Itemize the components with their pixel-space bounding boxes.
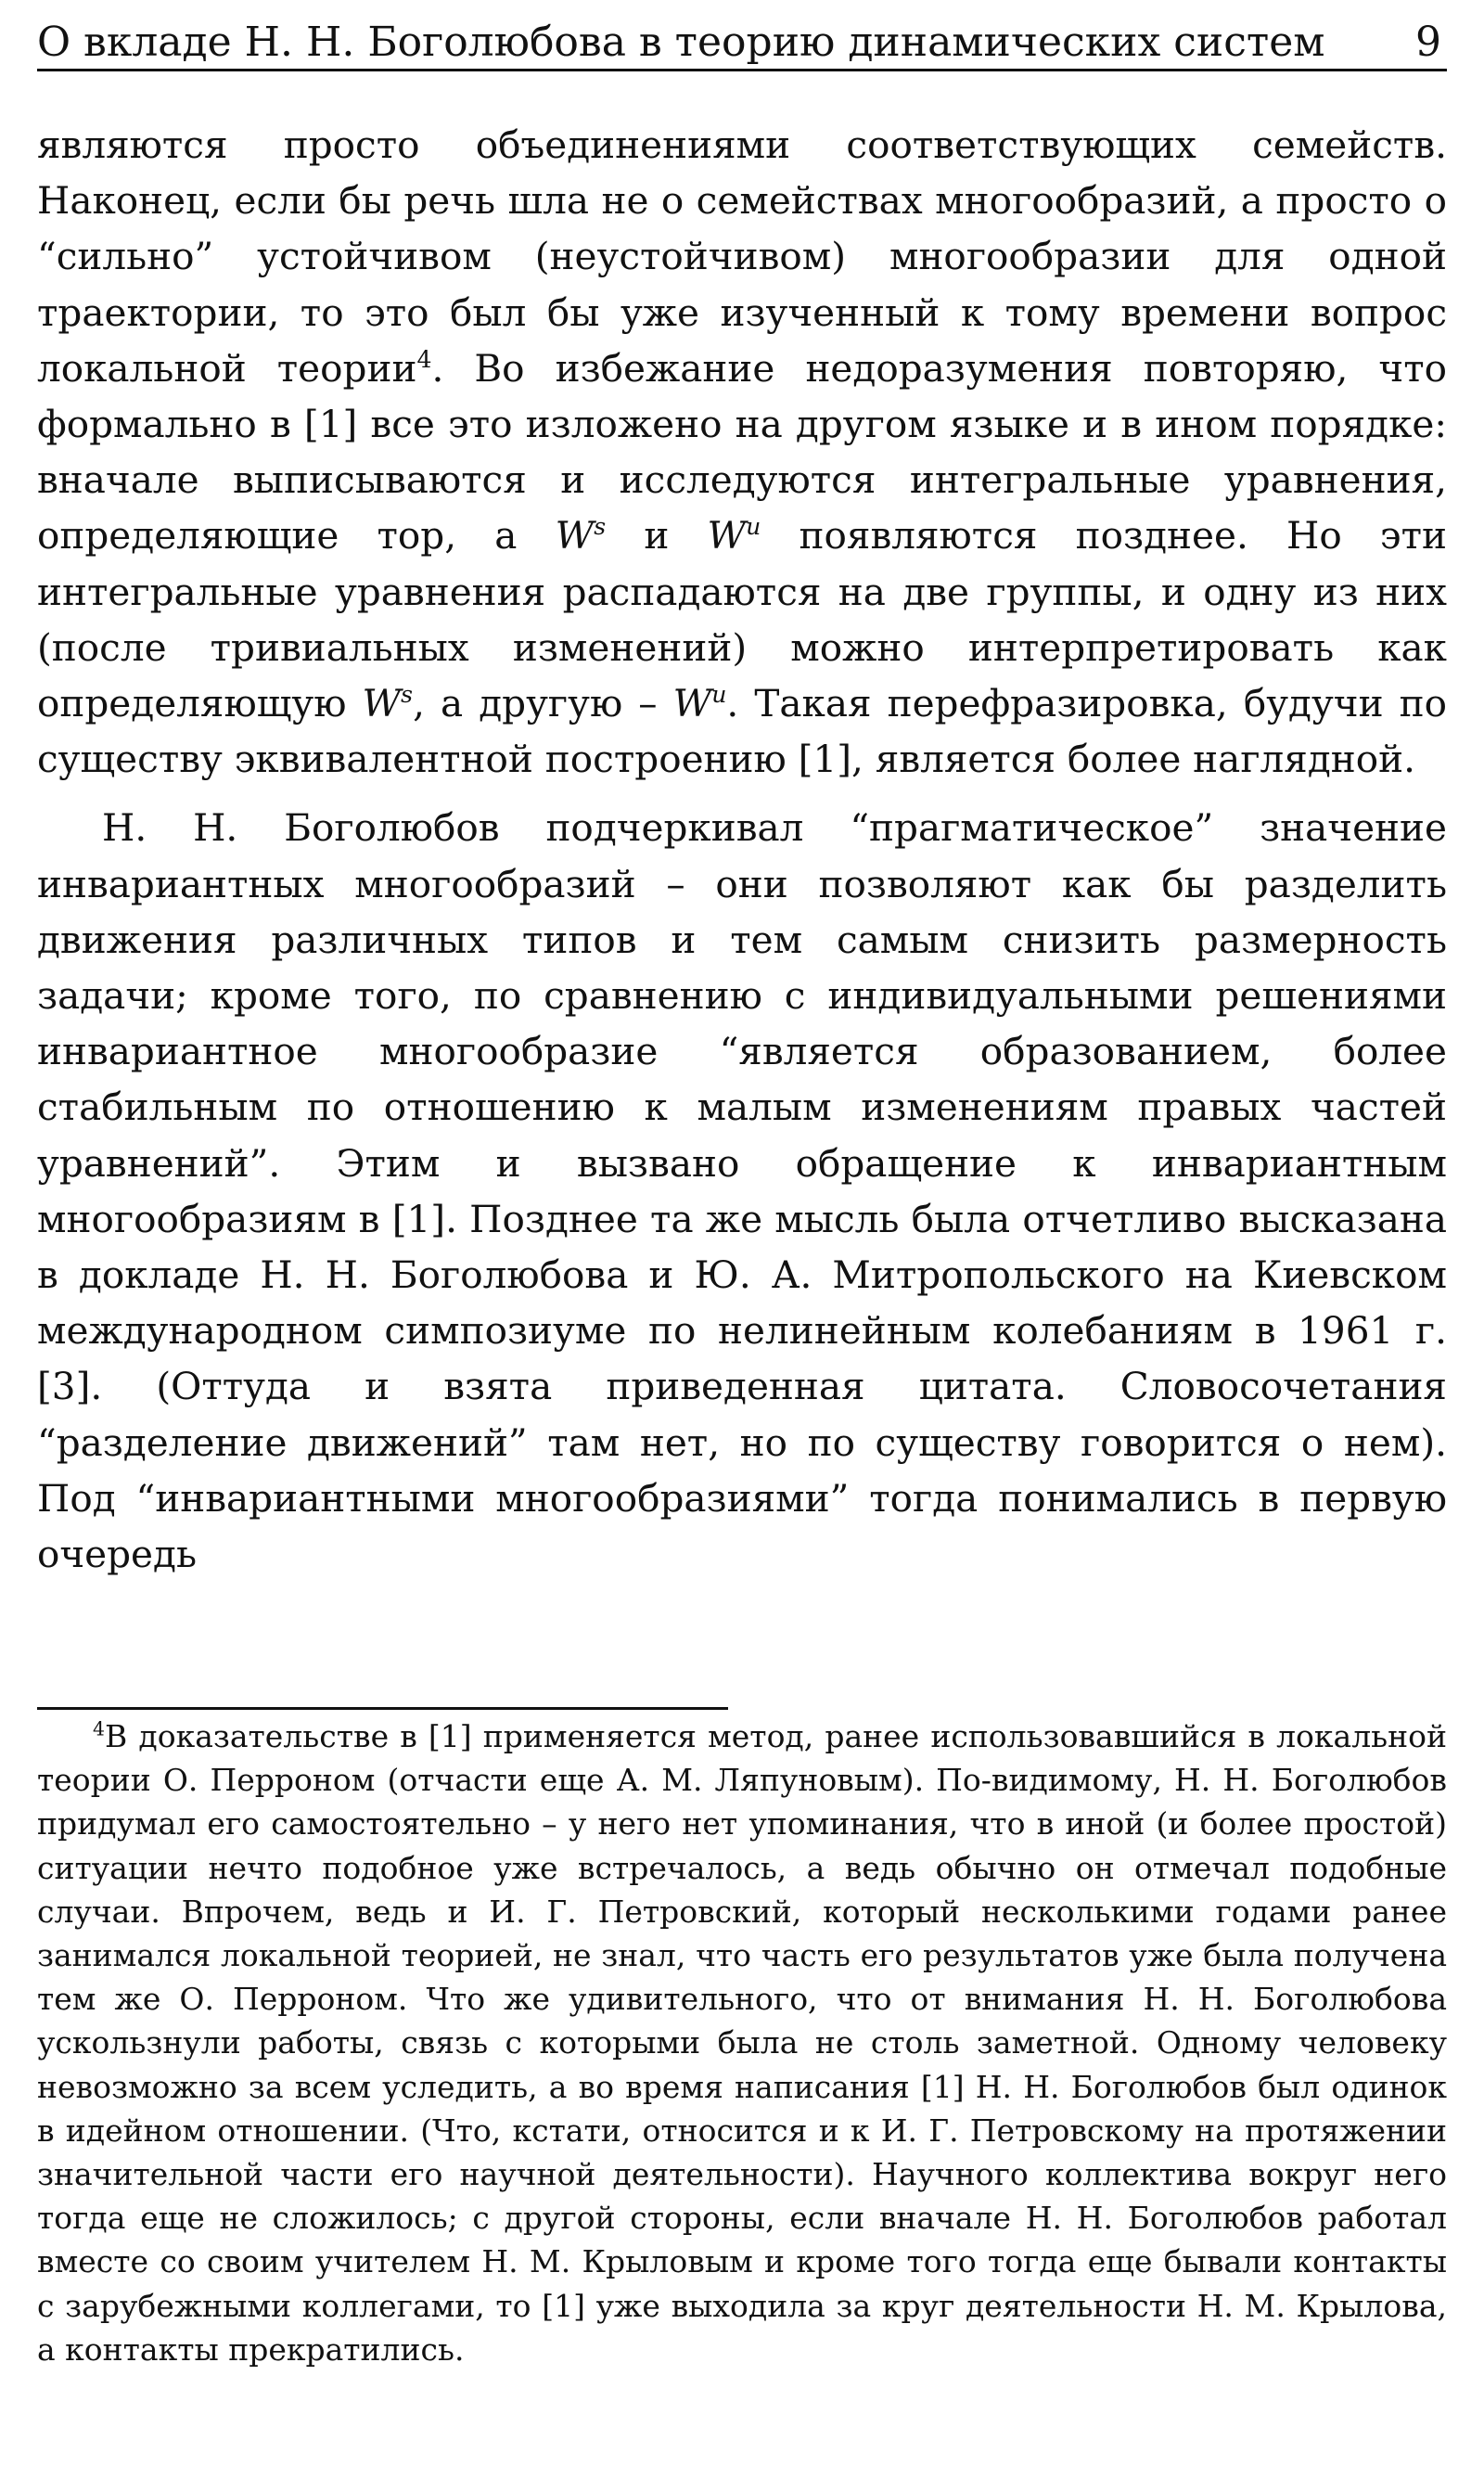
superscript-u: u [711, 680, 727, 708]
book-page [37, 0, 1447, 2478]
footnote-mark: 4 [93, 1717, 106, 1740]
main-text [37, 117, 1447, 1582]
unstable-manifold-symbol [708, 513, 761, 558]
running-title: О вкладе Н. Н. Боголюбова в теорию динамических систем [37, 19, 1325, 66]
footnote-text: В доказательстве в [1] применяется метод, ранее использовавшийся в локальной теории О. Перроном (отчасти еще А. М. Ляпуновым). По-видимому, Н. Н. Боголюбов придумал его самостоятельно – у него нет упоминания, что в иной (и более простой) ситуации нечто подобное уже встречалось, а ведь обычно он отмечал подобные случаи. Впрочем, ведь и И. Г. Петровский, который несколькими годами ранее занимался локальной теорией, не знал, что часть его результатов уже была получена тем же О. Перроном. Что же удивительного, что от внимания Н. Н. Боголюбова ускользнули работы, связь с которыми была не столь заметной. Одному человеку невозможно за всем уследить, а во время написания [1] Н. Н. Боголюбов был одинок в идейном отношении. (Что, кстати, относится и к И. Г. Петровскому на протяжении значительной части его научной деятельности). Научного коллектива вокруг него тогда еще не сложилось; с другой стороны, если вначале Н. Н. Боголюбов работал вместе со своим учителем Н. М. Крыловым и кроме того тогда еще бывали контакты с зарубежными коллегами, то [1] уже выходила за круг деятельности Н. М. Крылова, а контакты прекратились. [37, 1718, 1447, 2368]
superscript-s: s [594, 513, 607, 541]
footnote-separator [37, 1707, 728, 1710]
paragraph-1-part-1: являются просто объединениями соответствующих семейств. Наконец, если бы речь шла не о семействах многообразий, а просто о “сильно” устойчивом (неустойчивом) многообразии для одной траектории, то это был бы уже изученный к тому времени вопрос локальной теории [37, 122, 1447, 391]
paragraph-1-part-6: . Такая перефразировка, будучи по существу эквивалентной построению [1], является более наглядной. [37, 681, 1448, 782]
paragraph-1-part-4: появляются позднее. Но эти интегральные уравнения распадаются на две группы, и одну из них (после тривиальных изменений) можно интерпретировать как определяющую [37, 513, 1447, 726]
stable-manifold-symbol [556, 513, 607, 558]
w-symbol: W [555, 513, 595, 559]
superscript-s: s [401, 680, 414, 708]
w-symbol: W [672, 681, 712, 726]
paragraph-1-part-2: . Во избежание недоразумения повторяю, что формально в [1] все это изложено на другом языке и в ином порядке: вначале выписываются и исследуются интегральные уравнения, определяющие тор, а [37, 345, 1447, 559]
footnote-4 [37, 1714, 1447, 2371]
paragraph-2: Н. Н. Боголюбов подчеркивал “прагматическое” значение инвариантных многообразий – они позволяют как бы разделить движения различных типов и тем самым снизить размерность задачи; кроме того, по сравнению с индивидуальными решениями инвариантное многообразие “является образованием, более стабильным по отношению к малым изменениям правых частей уравнений”. Этим и вызвано обращение к инвариантным многообразиям в [1]. Позднее та же мысль была отчетливо высказана в докладе Н. Н. Боголюбова и Ю. А. Митропольского на Киевском международном симпозиуме по нелинейным колебаниям в 1961 г. [3]. (Оттуда и взята приведенная цитата. Словосочетания “разделение движений” там нет, но по существу говорится о нем). Под “инвариантными многообразиями” тогда понимались в первую очередь [37, 805, 1447, 1577]
paragraph-1-part-5: , а другую – [413, 681, 673, 726]
w-symbol: W [362, 681, 402, 726]
running-header [37, 13, 1447, 71]
page-number: 9 [1415, 19, 1441, 66]
paragraph-1 [37, 117, 1447, 787]
superscript-u: u [746, 513, 761, 541]
unstable-manifold-symbol [673, 681, 727, 725]
footnote-reference: 4 [416, 345, 432, 373]
w-symbol: W [707, 513, 747, 559]
stable-manifold-symbol [363, 681, 414, 725]
paragraph-1-part-3: и [606, 513, 708, 559]
